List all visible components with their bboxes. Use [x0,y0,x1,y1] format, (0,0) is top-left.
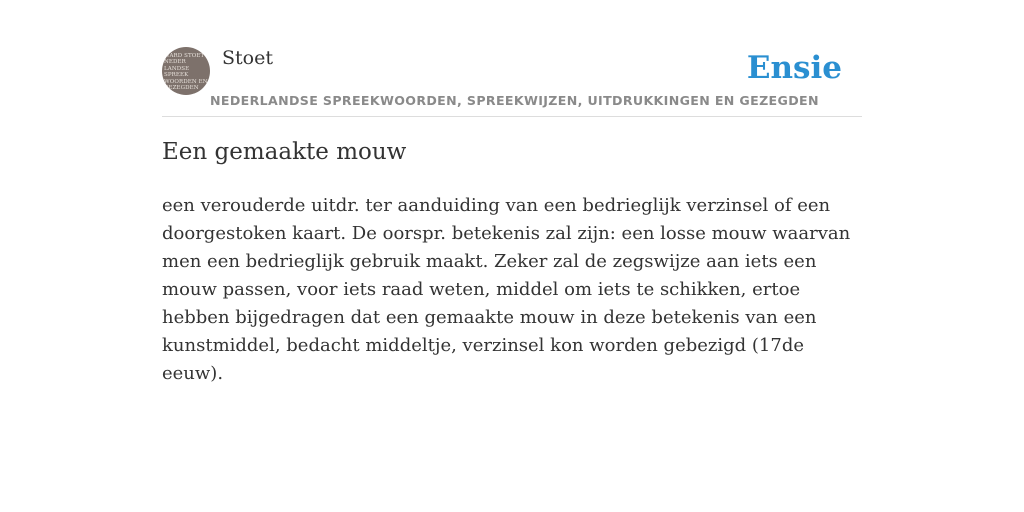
avatar-line: SPREEK [164,72,189,79]
page-content [162,0,862,384]
avatar-line: LANDSE [164,65,190,72]
entry-title: Een gemaakte mouw [162,139,407,165]
avatar-line: GEZEGDEN [164,85,199,92]
avatar-line: NEDER [164,59,186,66]
brand-logo-link[interactable]: Ensie [746,50,842,86]
source-subtitle: NEDERLANDSE SPREEKWOORDEN, SPREEKWIJZEN, UITDRUKKINGEN EN GEZEGDEN [210,93,819,108]
header [162,0,862,117]
avatar-line: WARD STOET [164,53,205,59]
avatar-line: WOORDEN EN [164,78,208,85]
entry-definition: een verouderde uitdr. ter aanduiding van een bedrieglijk verzinsel of een doorgestoken kaart. De oorspr. betekenis zal zijn: een losse mouw waarvan men een bedrieglijk gebruik maakt. Zeker zal de zegswijze aan iets een mouw passen, voor iets raad weten, middel om iets te schikken, ertoe hebben bijgedragen dat een gemaakte mouw in deze betekenis van een kunstmiddel, bedacht middeltje, verzinsel kon worden gebezigd (17de eeuw). [162,195,851,384]
avatar-book-cover-text [164,53,210,91]
source-avatar[interactable] [162,47,210,95]
source-name-link[interactable]: Stoet [222,47,273,69]
